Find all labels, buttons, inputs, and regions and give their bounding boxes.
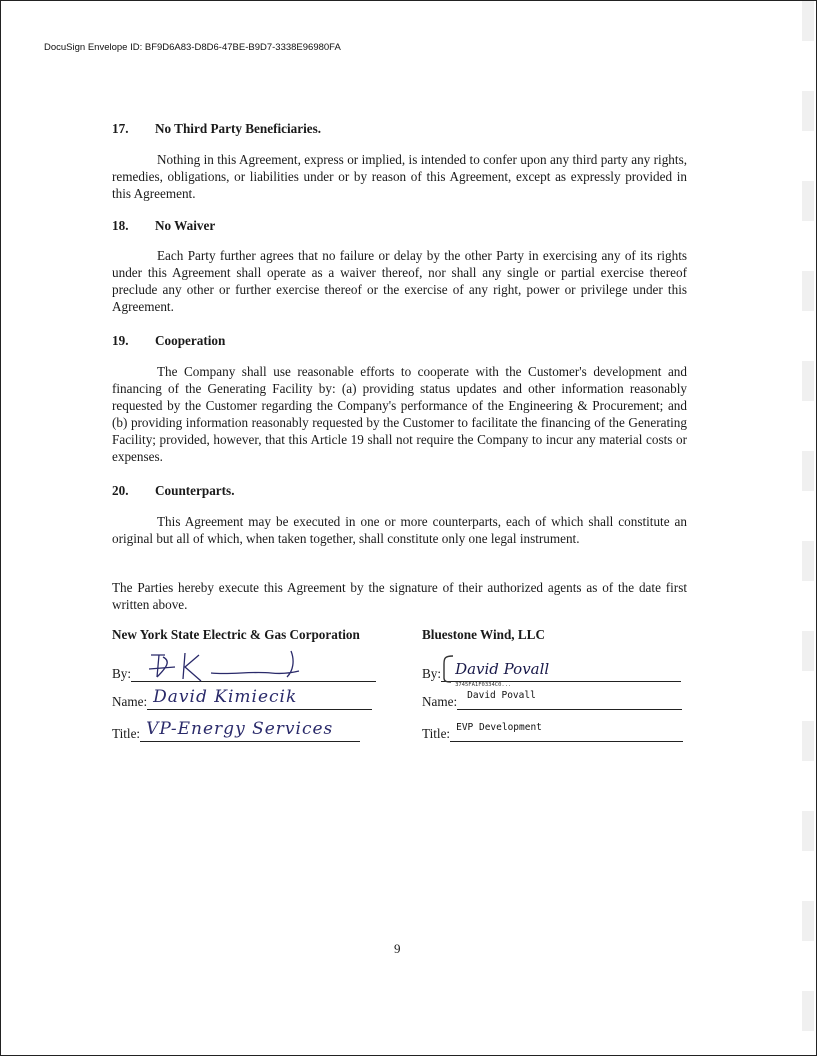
title-row [422,721,683,742]
section-body: This Agreement may be executed in one or more counterparts, each of which shall constitute an original but all of which, when taken together, shall constitute only one legal instrument. [112,514,687,546]
title-line [450,721,683,742]
section-number: 19. [112,333,129,348]
signature-block-left [112,627,392,757]
section-title: Cooperation [155,333,226,348]
section-number: 17. [112,121,129,136]
section-heading [112,483,687,501]
section-heading [112,218,687,236]
closing-text: The Parties hereby execute this Agreement by the signature of their authorized agents as of the date first written above. [112,580,687,612]
section-heading [112,121,687,139]
section-title: No Third Party Beneficiaries. [155,121,322,136]
section-number: 18. [112,218,129,233]
by-label: By: [422,666,442,681]
title-line [140,721,360,742]
signer-name: David Povall [467,690,536,701]
section-body: The Company shall use reasonable efforts to cooperate with the Customer's development and financing of the Generating Facility by: (a) providing status updates and other information reasonably requested by the Customer regarding the Company's performance of the Engineering & Procurement; and (b) providing information reasonably requested by the Customer to facilitate the financing of the Generating Facility; provided, however, that this Article 19 shall not require the Company to incur any material costs or expenses. [112,364,687,464]
docusign-signature-id: 3745FA1F0334C0... [455,682,512,688]
docusign-envelope-id: DocuSign Envelope ID: BF9D6A83-D8D6-47BE-B9D7-3338E96980FA [44,42,341,53]
section-heading [112,333,687,351]
handwritten-title: VP-Energy Services [146,719,334,739]
section-title: No Waiver [155,218,216,233]
name-row [422,689,682,710]
section-title: Counterparts. [155,483,235,498]
section-18 [112,218,687,315]
name-label: Name: [112,694,148,709]
section-20 [112,483,687,547]
signature-line [441,660,681,688]
section-body: Each Party further agrees that no failure or delay by the other Party in exercising any of its rights under this Agreement shall operate as a waiver thereof, nor shall any single or partial exercise thereof preclude any other or further exercise thereof or the exercise of any right, power or privilege under this Agreement. [112,248,687,314]
section-17 [112,121,687,202]
handwritten-signature [141,647,321,685]
title-row [112,721,360,742]
section-body: Nothing in this Agreement, express or implied, is intended to confer upon any third party any rights, remedies, obligations, or liabilities under or by reason of this Agreement, except as expressly provided in this Agreement. [112,152,687,201]
by-row [422,660,681,688]
name-row [112,689,372,710]
name-label: Name: [422,694,458,709]
signature-line [131,661,376,682]
section-number: 20. [112,483,129,498]
handwritten-name: David Kimiecik [153,687,298,707]
party-name: Bluestone Wind, LLC [422,627,546,642]
closing-paragraph [112,579,687,613]
by-label: By: [112,666,132,681]
party-name: New York State Electric & Gas Corporation [112,627,360,642]
name-line [457,689,682,710]
signature-block-right [422,627,692,757]
name-line [147,689,372,710]
by-row [112,661,376,682]
page-number: 9 [394,941,401,956]
title-label: Title: [112,726,141,741]
signer-title: EVP Development [456,722,542,733]
scan-edge-artifact [802,1,814,1055]
title-label: Title: [422,726,451,741]
section-19 [112,333,687,465]
electronic-signature: David Povall [455,660,550,678]
